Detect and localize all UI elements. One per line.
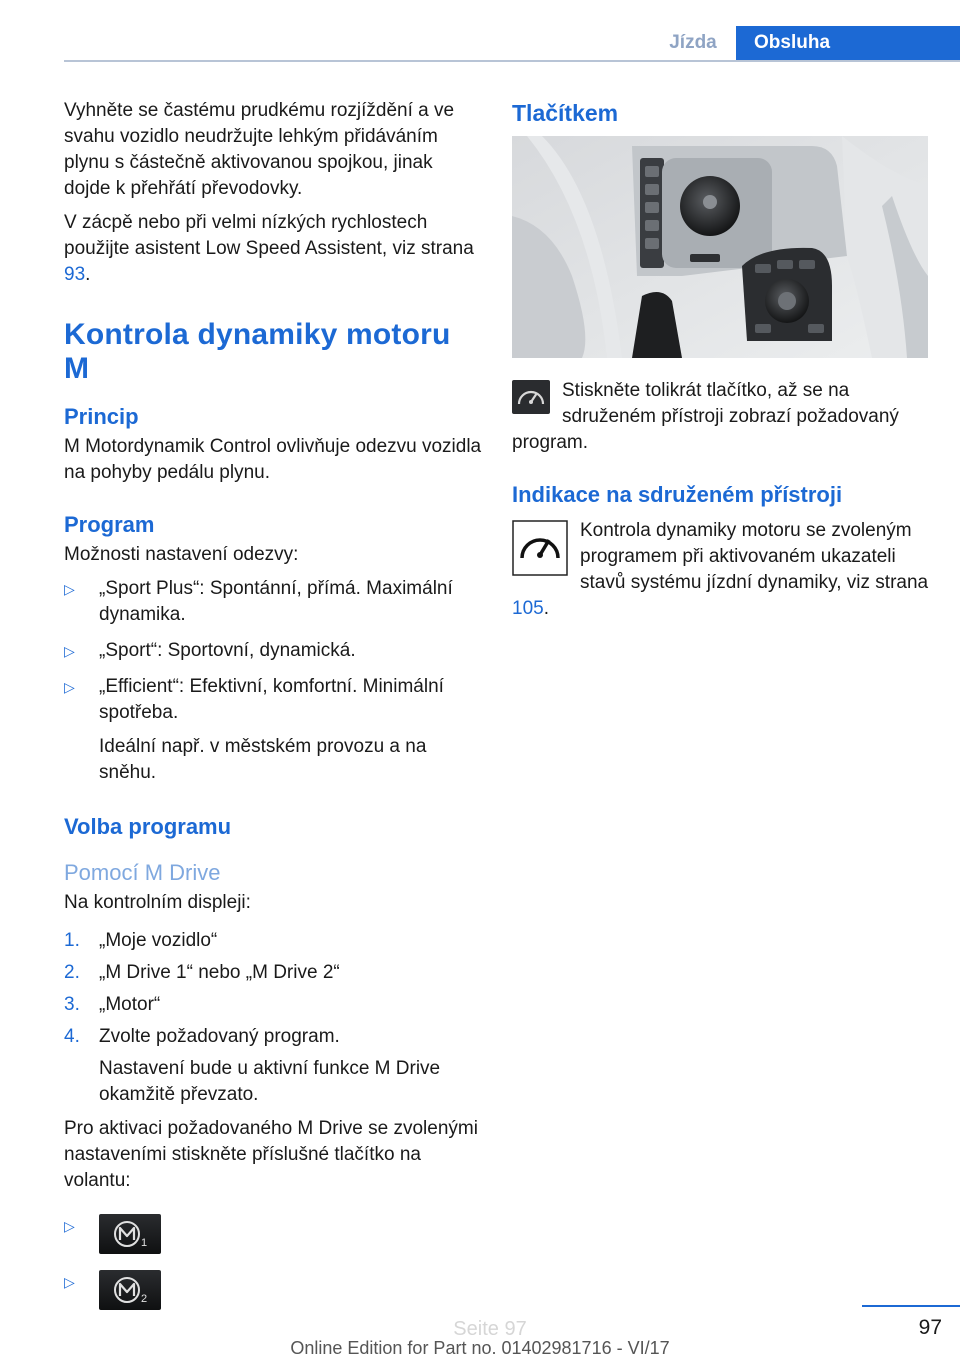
speedometer-indicator-icon <box>512 520 568 584</box>
list-item-text: „Efficient“: Efektivní, komfortní. Minimální spotřeba. <box>99 676 444 723</box>
right-column <box>512 98 932 646</box>
step-subtext: Nastavení bude u aktivní funkce M Drive okamžitě převzato. <box>99 1058 441 1105</box>
speedometer-button-icon <box>512 380 550 422</box>
program-list <box>64 576 484 786</box>
step-number: 3. <box>64 994 80 1015</box>
volba-heading: Volba programu <box>64 814 232 839</box>
mdrive-heading: Pomocí M Drive <box>64 860 221 885</box>
step-number: 4. <box>64 1026 80 1047</box>
footer-rule <box>862 1305 960 1307</box>
header-rule <box>64 60 960 62</box>
paragraph-low-speed <box>64 210 484 288</box>
step-number: 1. <box>64 930 80 951</box>
list-item <box>64 928 484 954</box>
step-text: „Motor“ <box>99 994 161 1015</box>
triangle-bullet-icon: ▷ <box>64 1274 75 1290</box>
triangle-bullet-icon: ▷ <box>64 643 75 659</box>
wheel-text: Pro aktivaci požadovaného M Drive se zvolenými nastaveními stiskněte příslušné tlačítko na volantu: <box>64 1118 478 1191</box>
list-item <box>64 674 484 786</box>
steps-list <box>64 928 484 1108</box>
low-speed-end: . <box>85 264 91 285</box>
tab-jizda[interactable]: Jízda <box>669 32 717 53</box>
footer-watermark: Seite 97 <box>453 1318 527 1340</box>
m2-row <box>64 1270 484 1310</box>
m2-subscript: 2 <box>141 1293 148 1305</box>
tlacitkem-heading: Tlačítkem <box>512 100 619 126</box>
press-text: Stiskněte tolikrát tlačítko, až se na sdruženém přístroji zobrazí požadovaný program. <box>512 380 899 453</box>
m1-row <box>64 1214 484 1254</box>
list-item-subtext: Ideální např. v městském provozu a na sněhu. <box>99 736 427 783</box>
triangle-bullet-icon: ▷ <box>64 581 75 597</box>
left-column <box>64 98 484 1326</box>
paragraph-overheat: Vyhněte se častému prudkému rozjíždění a ve svahu vozidlo neudržujte lehkým přidáváním plynu s částečně aktivovanou spojkou, jinak dojde k přehřátí převodovky. <box>64 100 455 199</box>
princip-text: M Motordynamik Control ovlivňuje odezvu vozidla na pohyby pedálu plynu. <box>64 436 482 483</box>
mdrive-intro: Na kontrolním displeji: <box>64 892 251 913</box>
center-console-photo <box>512 136 928 358</box>
indikace-end: . <box>543 598 549 619</box>
page-link-93[interactable]: 93 <box>64 264 86 285</box>
triangle-bullet-icon: ▷ <box>64 1218 75 1234</box>
indikace-paragraph <box>512 518 932 622</box>
indikace-text: Kontrola dynamiky motoru se zvoleným programem při aktivovaném ukazateli stavů systému jízdní dynamiky, viz strana <box>580 520 929 593</box>
step-text: „Moje vozidlo“ <box>99 930 218 951</box>
list-item <box>64 576 484 628</box>
list-item <box>64 1024 484 1108</box>
footer-edition: Online Edition for Part no. 01402981716 - VI/17 <box>290 1338 670 1358</box>
step-text: „M Drive 1“ nebo „M Drive 2“ <box>99 962 340 983</box>
page-link-105[interactable]: 105 <box>512 598 544 619</box>
m1-subscript: 1 <box>141 1237 148 1249</box>
program-heading: Program <box>64 512 155 537</box>
list-item-text: „Sport Plus“: Spontánní, přímá. Maximální dynamika. <box>99 578 453 625</box>
section-title: Kontrola dynamiky motoru M <box>64 318 451 385</box>
low-speed-text: V zácpě nebo při velmi nízkých rychlostech použijte asistent Low Speed Assistent, viz strana <box>64 212 474 259</box>
m1-button-icon <box>99 1214 161 1254</box>
tab-obsluha[interactable]: Obsluha <box>736 26 960 60</box>
step-text: Zvolte požadovaný program. <box>99 1026 340 1047</box>
triangle-bullet-icon: ▷ <box>64 679 75 695</box>
step-number: 2. <box>64 962 80 983</box>
page-number: 97 <box>918 1316 942 1339</box>
list-item <box>64 992 484 1018</box>
m2-button-icon <box>99 1270 161 1310</box>
list-item <box>64 960 484 986</box>
press-paragraph <box>512 378 932 456</box>
list-item-text: „Sport“: Sportovní, dynamická. <box>99 640 356 661</box>
indikace-heading: Indikace na sdruženém přístroji <box>512 482 843 507</box>
princip-heading: Princip <box>64 404 139 429</box>
program-intro: Možnosti nastavení odezvy: <box>64 544 299 565</box>
list-item <box>64 638 484 664</box>
